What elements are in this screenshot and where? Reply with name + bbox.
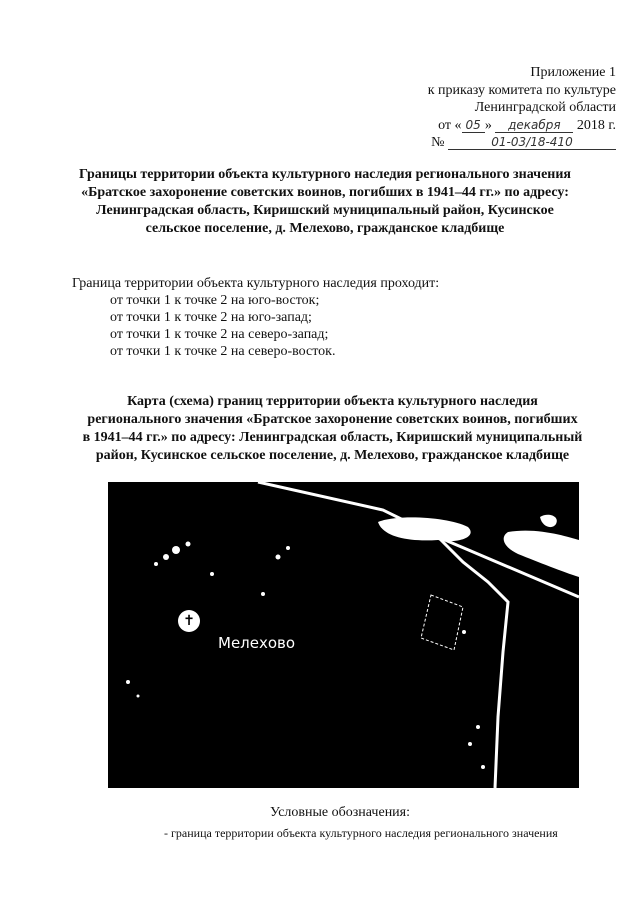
settlement-label: Мелехово (218, 634, 296, 652)
appendix-line2: к приказу комитета по культуре (427, 82, 616, 98)
number-prefix: № (431, 135, 445, 150)
number-value: 01-03/18-410 (448, 135, 616, 150)
map-title-line4: район, Кусинское сельское поселение, д. Мелехово, гражданское кладбище (95, 448, 570, 463)
white-dot (126, 680, 130, 684)
white-dot (468, 742, 472, 746)
map-title-line3: в 1941–44 гг.» по адресу: Ленинградская область, Киришский муниципальный (82, 430, 583, 445)
appendix-line3: Ленинградской области (474, 100, 616, 115)
white-dot (186, 542, 191, 547)
map-title-line1: Карта (схема) границ территории объекта культурного наследия (127, 394, 538, 409)
boundary-direction: от точки 1 к точке 2 на северо-запад; (110, 327, 329, 342)
white-dot (172, 546, 180, 554)
cemetery-cross-icon: ✝ (178, 610, 200, 632)
document-title (60, 166, 590, 238)
white-dot (286, 546, 290, 550)
title-line2: «Братское захоронение советских воинов, погибших в 1941–44 гг.» по адресу: (81, 185, 569, 200)
boundary-direction: от точки 1 к точке 2 на северо-восток. (110, 344, 336, 359)
white-dot (154, 562, 158, 566)
title-line4: сельское поселение, д. Мелехово, гражданское кладбище (145, 221, 505, 236)
white-dot (481, 765, 485, 769)
white-dot (163, 554, 169, 560)
appendix-line1: Приложение 1 (530, 65, 616, 80)
appendix-number (428, 134, 616, 152)
date-month: декабря (495, 118, 573, 133)
boundary-description (72, 275, 439, 360)
date-day: 05 (462, 118, 485, 133)
white-dot (210, 572, 214, 576)
boundary-intro: Граница территории объекта культурного наследия проходит: (72, 276, 440, 291)
title-line3: Ленинградская область, Киришский муниципальный район, Кусинское (96, 203, 554, 218)
white-dot (476, 725, 480, 729)
date-year: 2018 г. (576, 117, 616, 133)
legend-title: Условные обозначения: (269, 805, 411, 820)
boundary-direction: от точки 1 к точке 2 на юго-запад; (110, 310, 312, 325)
title-line1: Границы территории объекта культурного наследия регионального значения (78, 167, 571, 182)
map-title-line2: регионального значения «Братское захоронение советских воинов, погибших (87, 412, 578, 427)
map-graphic (108, 482, 579, 788)
legend-item: - граница территории объекта культурного наследия регионального значения (164, 826, 558, 840)
boundary-map (108, 482, 579, 788)
white-dot (261, 592, 265, 596)
date-prefix: от « (438, 117, 462, 133)
boundary-direction: от точки 1 к точке 2 на юго-восток; (110, 293, 320, 308)
appendix-date (428, 117, 616, 135)
map-title (60, 393, 605, 465)
white-dot (137, 695, 140, 698)
date-mid: » (484, 117, 492, 133)
white-dot (276, 555, 281, 560)
map-background (108, 482, 579, 788)
white-dot (462, 630, 466, 634)
appendix-block (428, 64, 616, 152)
